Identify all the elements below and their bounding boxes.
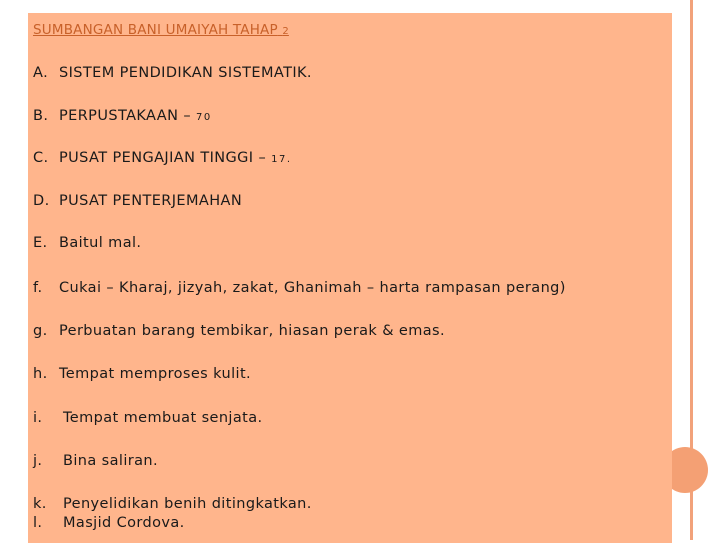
list-item-k [33,496,312,512]
item-text: Penyelidikan benih ditingkatkan. [63,496,312,512]
item-text: PUSAT PENGAJIAN TINGGI – [59,150,267,166]
slide-content [28,13,672,543]
item-letter: h. [33,366,48,382]
item-letter: f. [33,280,43,296]
item-letter: E. [33,235,48,251]
list-item-i [33,410,263,426]
item-text: Bina saliran. [63,453,159,469]
item-letter: k. [33,496,47,512]
heading-text: SUMBANGAN BANI UMAIYAH TAHAP [33,22,278,38]
item-text: Cukai – Kharaj, jizyah, zakat, Ghanimah – harta rampasan perang) [59,280,566,296]
item-letter: i. [33,410,43,426]
list-item-g [33,323,445,339]
list-item-a [33,65,312,81]
item-text: PERPUSTAKAAN – [59,108,191,124]
list-item-j [33,453,158,469]
item-text: Baitul mal. [59,235,142,251]
item-text: Tempat membuat senjata. [63,410,263,426]
item-letter: l. [33,515,43,531]
item-text: SISTEM PENDIDIKAN SISTEMATIK. [59,65,312,81]
list-item-d [33,193,242,209]
item-text: Tempat memproses kulit. [59,366,252,382]
heading-suffix: 2 [282,26,289,37]
item-letter: C. [33,150,49,166]
item-letter: D. [33,193,50,209]
item-text: Masjid Cordova. [63,515,185,531]
item-letter: A. [33,65,49,81]
list-item-l [33,515,185,531]
list-item-h [33,366,251,382]
list-item-b [33,108,212,124]
item-text: Perbuatan barang tembikar, hiasan perak & emas. [59,323,446,339]
item-letter: g. [33,323,48,339]
item-number: 70 [196,112,212,123]
item-text: PUSAT PENTERJEMAHAN [59,193,243,209]
item-letter: j. [33,453,43,469]
list-item-f [33,280,566,296]
list-item-e [33,235,141,251]
list-item-c [33,150,292,166]
item-letter: B. [33,108,49,124]
item-number: 17. [271,154,292,165]
slide-heading [33,22,289,38]
